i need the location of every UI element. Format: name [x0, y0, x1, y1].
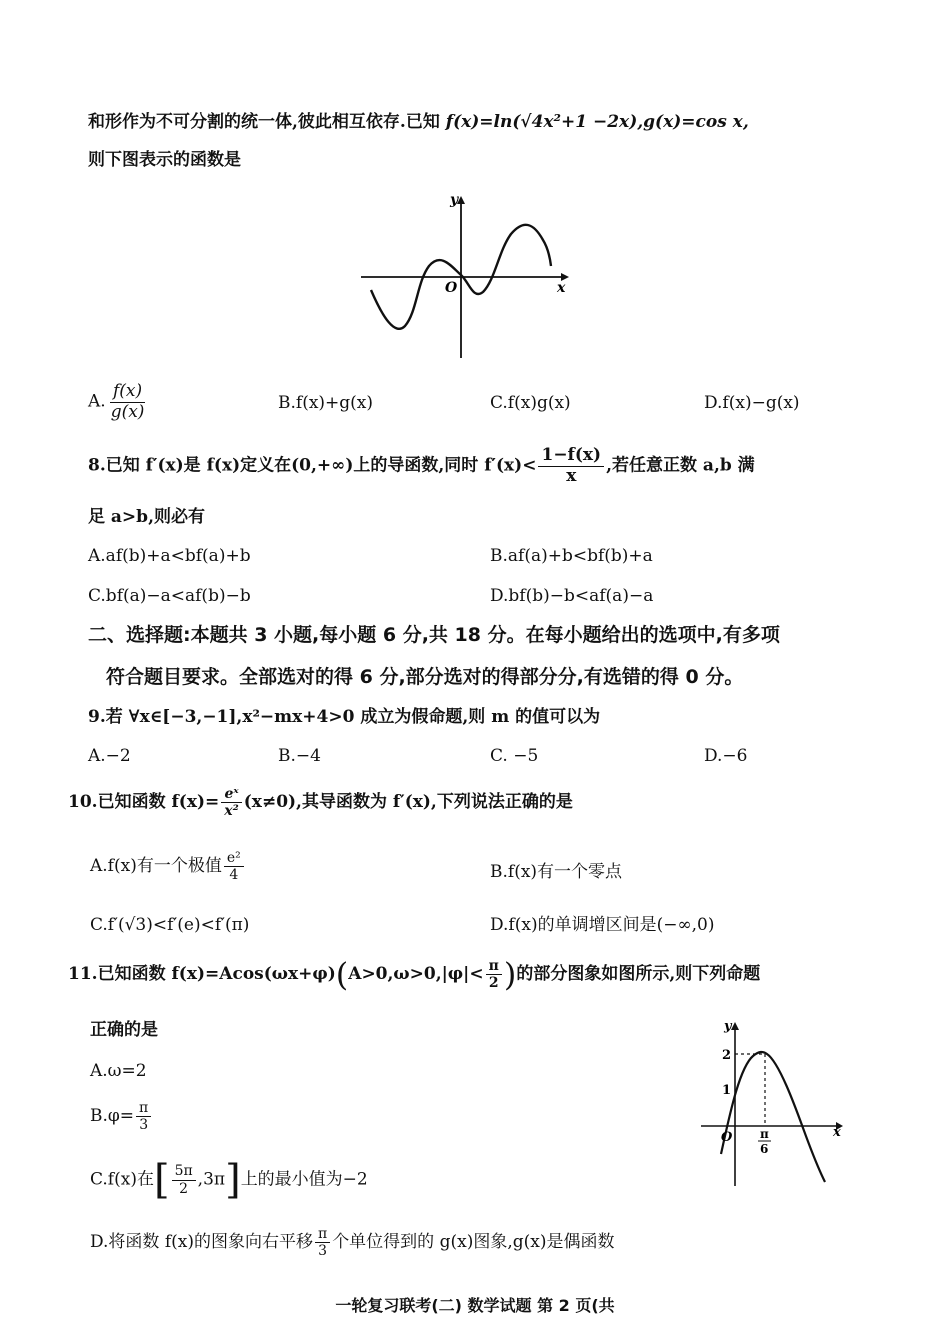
q9-option-a[interactable]: A.−2	[88, 746, 131, 766]
q11-option-b-text: B.φ=	[90, 1106, 135, 1127]
q10-option-a[interactable]	[90, 850, 246, 883]
q11-option-d-num: π	[315, 1226, 330, 1243]
q11-option-d[interactable]	[90, 1226, 614, 1259]
q10-stem-frac-num: eˣ	[221, 786, 241, 803]
q9-option-b[interactable]: B.−4	[278, 746, 321, 766]
page-footer: 一轮复习联考(二) 数学试题 第 2 页(共	[335, 1296, 615, 1315]
q8-stem-prefix: 8.已知 f′(x)是 f(x)定义在(0,+∞)上的导函数,同时 f′(x)<	[88, 455, 537, 476]
q7-y-arrow	[457, 196, 465, 204]
q7-origin-label: O	[445, 280, 458, 296]
q11-stem-line-2: 正确的是	[90, 1020, 158, 1040]
q10-option-a-den: 4	[229, 867, 239, 884]
q8-stem-frac-den: x	[566, 465, 577, 486]
q11-option-b-den: 3	[139, 1117, 149, 1134]
q11-curve	[721, 1052, 825, 1182]
q10-stem-prefix: 10.已知函数 f(x)=	[68, 792, 220, 813]
intro-line-1-formula: f(x)=ln(√4x²+1 −2x),g(x)=cos x,	[445, 112, 749, 132]
intro-line-1	[88, 112, 749, 132]
q11-stem-prefix: 11.已知函数 f(x)=Acos(ωx+φ)	[68, 964, 336, 985]
section-2-heading-line-2: 符合题目要求。全部选对的得 6 分,部分选对的得部分分,有选错的得 0 分。	[106, 666, 744, 688]
q10-option-a-frac	[224, 850, 244, 883]
q11-option-b-num: π	[136, 1100, 151, 1117]
q7-option-a-num: f(x)	[110, 382, 145, 403]
q11-cond-num: π	[486, 958, 502, 975]
q7-option-a-frac	[108, 382, 148, 422]
q11-option-b-frac	[136, 1100, 151, 1133]
q11-option-c-num: 5π	[172, 1163, 196, 1180]
section-2-heading-line-1: 二、选择题:本题共 3 小题,每小题 6 分,共 18 分。在每小题给出的选项中,有多项	[88, 624, 780, 646]
q10-option-a-num: e²	[224, 850, 244, 867]
q7-option-c[interactable]: C.f(x)g(x)	[490, 393, 571, 413]
q10-stem	[68, 786, 573, 819]
q11-option-d-suffix: 个单位得到的 g(x)图象,g(x)是偶函数	[332, 1232, 615, 1253]
q10-option-a-text: A.f(x)有一个极值	[90, 856, 222, 877]
q11-tick-2: 2	[722, 1048, 732, 1063]
q7-option-b[interactable]: B.f(x)+g(x)	[278, 393, 374, 413]
q7-option-d[interactable]: D.f(x)−g(x)	[704, 393, 800, 413]
q11-right-paren: )	[503, 955, 517, 994]
q11-stem-suffix: 的部分图象如图所示,则下列命题	[516, 964, 761, 985]
q11-tick-pi-den: 6	[760, 1142, 769, 1156]
q11-y-label: y	[724, 1019, 732, 1034]
q11-option-a[interactable]: A.ω=2	[90, 1061, 147, 1081]
q8-option-b[interactable]: B.af(a)+b<bf(b)+a	[490, 546, 653, 566]
q11-graph	[695, 1018, 855, 1190]
q11-option-d-den: 3	[318, 1243, 328, 1260]
q7-option-a-label: A.	[88, 391, 106, 412]
q11-option-c-den: 2	[179, 1180, 189, 1197]
q10-option-b[interactable]: B.f(x)有一个零点	[490, 862, 623, 882]
q11-origin-label: O	[721, 1130, 733, 1145]
intro-line-1-text: 和形作为不可分割的统一体,彼此相互依存.已知	[88, 112, 446, 132]
q8-stem-frac	[538, 446, 604, 486]
q10-stem-frac-den: x²	[224, 803, 239, 820]
q11-option-c[interactable]	[90, 1157, 368, 1203]
q7-option-a-den: g(x)	[110, 401, 145, 422]
q9-option-d[interactable]: D.−6	[704, 746, 748, 766]
q11-option-c-right-bracket: ]	[225, 1157, 241, 1203]
q7-y-label: y	[450, 192, 459, 208]
q11-tick-1: 1	[722, 1083, 732, 1098]
q10-option-d[interactable]: D.f(x)的单调增区间是(−∞,0)	[490, 915, 715, 935]
q8-stem-suffix: ,若任意正数 a,b 满	[606, 455, 755, 476]
q7-x-label: x	[557, 280, 566, 296]
q11-option-c-left-bracket: [	[153, 1157, 170, 1203]
q8-option-d[interactable]: D.bf(b)−b<af(a)−a	[490, 586, 654, 606]
q11-option-d-text: D.将函数 f(x)的图象向右平移	[90, 1232, 313, 1253]
q11-option-b[interactable]	[90, 1100, 153, 1133]
q11-cond-frac	[486, 958, 502, 991]
q11-option-d-frac	[315, 1226, 330, 1259]
q9-option-c[interactable]: C. −5	[490, 746, 539, 766]
intro-line-2: 则下图表示的函数是	[88, 150, 241, 170]
q11-option-c-text: C.f(x)在	[90, 1169, 154, 1190]
q11-left-paren: (	[335, 955, 349, 994]
q11-option-c-mid: ,3π	[197, 1169, 226, 1190]
q8-stem-line-1	[88, 446, 755, 486]
q11-cond-prefix: A>0,ω>0,|φ|<	[348, 964, 484, 985]
q11-option-c-frac	[172, 1163, 196, 1196]
q10-stem-suffix: (x≠0),其导函数为 f′(x),下列说法正确的是	[243, 792, 573, 813]
q11-x-label: x	[833, 1125, 841, 1140]
q10-option-c[interactable]: C.f′(√3)<f′(e)<f′(π)	[90, 915, 250, 935]
q11-option-c-suffix: 上的最小值为−2	[240, 1169, 368, 1190]
q11-tick-pi-num: π	[760, 1127, 769, 1141]
q11-y-arrow	[731, 1022, 739, 1030]
q11-cond-den: 2	[488, 975, 499, 992]
q8-stem-line-2: 足 a>b,则必有	[88, 507, 205, 527]
q7-graph	[355, 190, 580, 362]
q10-stem-frac	[221, 786, 241, 819]
q11-stem	[68, 955, 761, 994]
q9-stem: 9.若 ∀x∈[−3,−1],x²−mx+4>0 成立为假命题,则 m 的值可以为	[88, 707, 601, 727]
q8-option-c[interactable]: C.bf(a)−a<af(b)−b	[88, 586, 251, 606]
q7-option-a[interactable]	[88, 382, 149, 422]
q8-option-a[interactable]: A.af(b)+a<bf(a)+b	[88, 546, 251, 566]
q8-stem-frac-num: 1−f(x)	[538, 446, 604, 467]
